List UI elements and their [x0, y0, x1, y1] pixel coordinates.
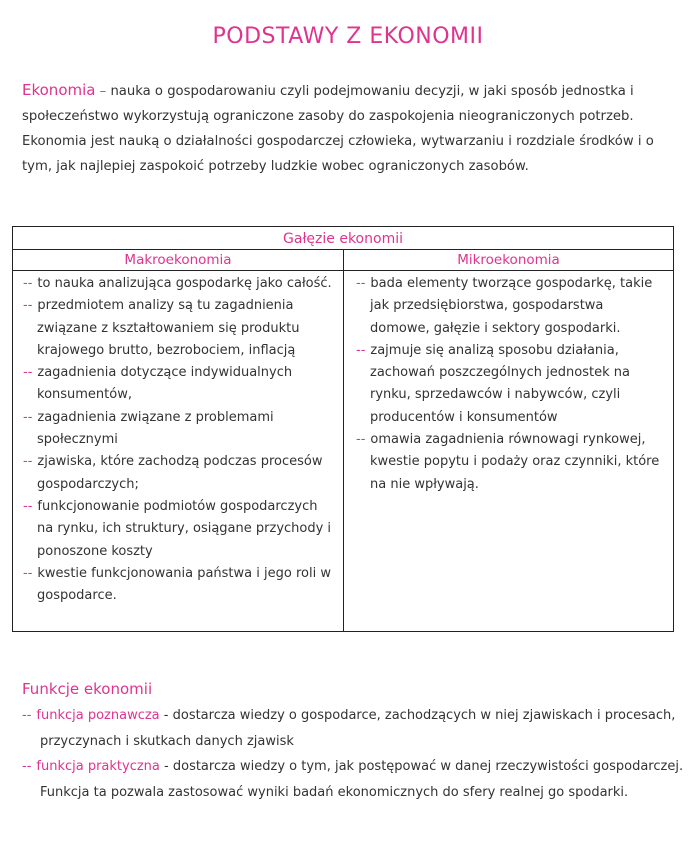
macro-items-list	[13, 271, 343, 607]
list-item-text: omawia zagadnienia równowagi rynkowej, kwestie popytu i podaży oraz czynniki, które na nie wpływają.	[370, 432, 660, 492]
bullet-dash: --	[356, 342, 366, 358]
intro-term-separator: –	[95, 84, 111, 99]
function-separator: -	[159, 708, 173, 723]
function-description: dostarcza wiedzy o tym, jak postępować w danej rzeczywistości gospodarczej. Funkcja ta pozwala zastosować wyniki badań ekonomicznych do sfery realnej go spodarki.	[40, 759, 684, 800]
page-title: PODSTAWY Z EKONOMII	[212, 24, 484, 49]
bullet-dash: --	[23, 298, 33, 314]
list-item	[356, 429, 663, 496]
micro-column	[344, 250, 673, 632]
bullet-dash: --	[356, 276, 366, 291]
list-item-text: kwestie funkcjonowania państwa i jego roli w gospodarce.	[37, 565, 331, 604]
branches-table	[12, 226, 674, 632]
functions-title: Funkcje ekonomii	[22, 680, 153, 698]
function-name: funkcja praktyczna	[36, 759, 160, 774]
bullet-dash: --	[23, 454, 33, 470]
list-item-text: zagadnienia dotyczące indywidualnych konsumentów,	[37, 365, 293, 403]
function-separator: -	[159, 759, 173, 774]
list-item-text: bada elementy tworzące gospodarkę, takie jak przedsiębiorstwa, gospodarstwa domowe, gałęzie i sektory gospodarki.	[370, 276, 653, 336]
bullet-dash: --	[22, 759, 32, 774]
list-item-text: to nauka analizująca gospodarkę jako całość.	[37, 276, 332, 291]
micro-items-list	[344, 271, 673, 496]
branches-table-columns	[13, 250, 673, 632]
list-item	[22, 703, 686, 754]
bullet-dash: --	[23, 565, 33, 581]
bullet-dash: --	[23, 498, 33, 514]
list-item-text: zajmuje się analizą sposobu działania, zachowań poszczególnych jednostek na rynku, sprzedawców i nabywców, czyli producentów i konsumentów	[370, 342, 630, 425]
functions-list	[22, 703, 686, 805]
intro-section	[22, 78, 682, 179]
bullet-dash: --	[22, 708, 32, 723]
bullet-dash: --	[23, 276, 33, 291]
list-item	[23, 295, 333, 362]
function-description: dostarcza wiedzy o gospodarce, zachodzących w niej zjawiskach i procesach, przyczynach i skutkach danych zjawisk	[40, 708, 676, 749]
list-item-text: funkcjonowanie podmiotów gospodarczych na rynku, ich struktury, osiągane przychody i ponoszone koszty	[37, 498, 332, 559]
list-item	[22, 754, 686, 805]
bullet-dash: --	[356, 432, 366, 448]
list-item	[23, 496, 333, 563]
micro-column-heading: Mikroekonomia	[344, 250, 673, 271]
list-item-text: zagadnienia związane z problemami społecznymi	[37, 409, 274, 448]
bullet-dash: --	[23, 409, 33, 425]
intro-term: Ekonomia	[22, 81, 96, 99]
list-item	[356, 273, 663, 340]
macro-column-heading: Makroekonomia	[13, 250, 343, 271]
list-item-text: przedmiotem analizy są tu zagadnienia związane z kształtowaniem się produktu krajowego brutto, bezrobociem, inflacją	[37, 298, 300, 358]
macro-column	[13, 250, 344, 632]
list-item	[23, 273, 333, 295]
function-name: funkcja poznawcza	[36, 708, 160, 723]
list-item	[356, 340, 663, 429]
list-item	[23, 362, 333, 407]
branches-table-title: Gałęzie ekonomii	[13, 227, 673, 250]
intro-paragraph-2: Ekonomia jest nauką o działalności gospodarczej człowieka, wytwarzaniu i rozdziale środków i o tym, jak najlepiej zaspokoić potrzeby ludzkie wobec ograniczonych zasobów.	[22, 134, 654, 174]
list-item	[23, 451, 333, 496]
intro-definition: nauka o gospodarowaniu czyli podejmowaniu decyzji, w jaki sposób jednostka i społeczeństwo wykorzystują ograniczone zasoby do zaspokojenia nieograniczonych potrzeb.	[22, 84, 634, 124]
bullet-dash: --	[23, 365, 33, 381]
list-item	[23, 563, 333, 608]
list-item-text: zjawiska, które zachodzą podczas procesów gospodarczych;	[37, 454, 323, 492]
list-item	[23, 407, 333, 452]
